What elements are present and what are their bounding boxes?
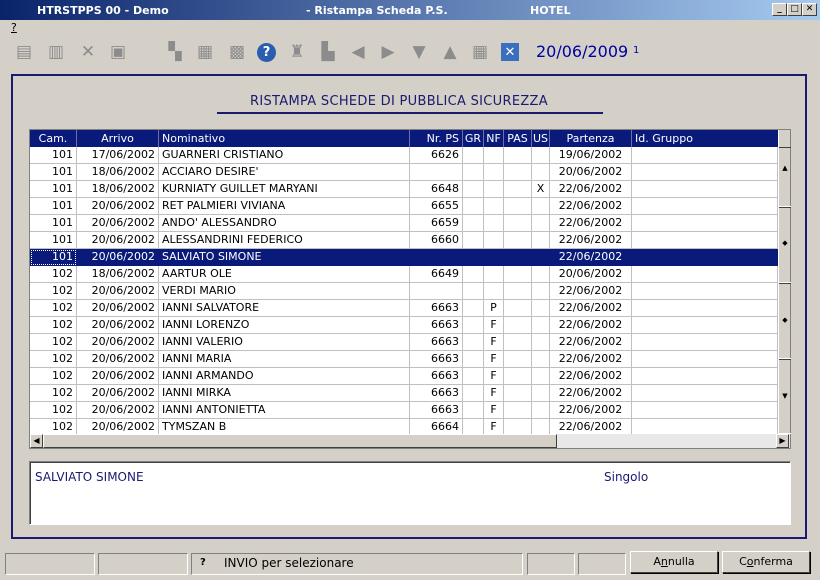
cell-pas <box>504 283 532 300</box>
cell-idgruppo <box>632 283 778 300</box>
cell-arrivo: 20/06/2002 <box>77 317 159 334</box>
cell-us <box>532 334 550 351</box>
cancel-box-icon[interactable]: ✕ <box>501 43 519 61</box>
cell-partenza: 22/06/2002 <box>550 334 632 351</box>
cell-nrps <box>410 283 463 300</box>
cell-nrps: 6663 <box>410 351 463 368</box>
status-panel-1 <box>5 553 95 575</box>
table-row[interactable] <box>30 368 778 385</box>
cell-arrivo: 18/06/2002 <box>77 181 159 198</box>
status-panel-2 <box>98 553 188 575</box>
cell-nrps: 6655 <box>410 198 463 215</box>
cell-nominativo: AARTUR OLE <box>159 266 410 283</box>
cell-nrps: 6660 <box>410 232 463 249</box>
col-header-nf[interactable]: NF <box>484 130 504 147</box>
table-row[interactable] <box>30 215 778 232</box>
cell-nrps: 6663 <box>410 385 463 402</box>
toolbar <box>0 37 820 67</box>
cell-cam: 102 <box>30 300 77 317</box>
cell-pas <box>504 317 532 334</box>
cell-nf <box>484 181 504 198</box>
cell-idgruppo <box>632 249 778 266</box>
cell-us <box>532 283 550 300</box>
status-hint: INVIO per selezionare <box>224 556 354 570</box>
cell-partenza: 22/06/2002 <box>550 215 632 232</box>
cell-nrps: 6649 <box>410 266 463 283</box>
cell-idgruppo <box>632 164 778 181</box>
search-binoculars-icon[interactable]: ♜ <box>289 41 305 62</box>
cell-cam: 101 <box>30 181 77 198</box>
cell-nf <box>484 164 504 181</box>
cell-cam: 101 <box>30 198 77 215</box>
forward-arrow-icon[interactable]: ▶ <box>381 41 395 62</box>
cell-idgruppo <box>632 232 778 249</box>
cell-nrps: 6663 <box>410 317 463 334</box>
status-panel-5 <box>578 553 626 575</box>
col-header-partenza[interactable]: Partenza <box>550 130 632 147</box>
cell-partenza: 22/06/2002 <box>550 249 632 266</box>
window-title-form: - Ristampa Scheda P.S. <box>306 4 448 17</box>
table-row[interactable] <box>30 232 778 249</box>
cell-nf <box>484 249 504 266</box>
cell-nf: F <box>484 334 504 351</box>
cell-arrivo: 20/06/2002 <box>77 419 159 436</box>
cell-gr <box>463 232 484 249</box>
cell-gr <box>463 334 484 351</box>
cell-cam: 102 <box>30 419 77 436</box>
scroll-down-icon[interactable]: ▼ <box>782 392 788 400</box>
cell-partenza: 22/06/2002 <box>550 232 632 249</box>
cell-partenza: 22/06/2002 <box>550 385 632 402</box>
cell-nominativo: ACCIARO DESIRE' <box>159 164 410 181</box>
annulla-label-n: n <box>660 555 668 568</box>
cell-idgruppo <box>632 385 778 402</box>
cell-partenza: 22/06/2002 <box>550 351 632 368</box>
cell-cam: 102 <box>30 368 77 385</box>
cell-gr <box>463 283 484 300</box>
cell-nominativo: IANNI MIRKA <box>159 385 410 402</box>
cell-cam: 102 <box>30 385 77 402</box>
cell-nf: F <box>484 402 504 419</box>
cell-arrivo: 20/06/2002 <box>77 249 159 266</box>
cell-pas <box>504 147 532 164</box>
col-header-us[interactable]: US <box>532 132 549 145</box>
cell-cam: 102 <box>30 266 77 283</box>
cell-pas <box>504 164 532 181</box>
cell-nf: F <box>484 368 504 385</box>
cell-pas <box>504 368 532 385</box>
detail-name: SALVIATO SIMONE <box>35 470 144 484</box>
cell-nf: F <box>484 385 504 402</box>
cell-arrivo: 20/06/2002 <box>77 215 159 232</box>
cell-us <box>532 368 550 385</box>
cell-gr <box>463 368 484 385</box>
cell-nf <box>484 147 504 164</box>
down-arrow-icon[interactable]: ▼ <box>412 41 426 62</box>
scroll-page-up-icon[interactable]: ◆ <box>782 239 788 247</box>
conferma-label-c: C <box>739 555 747 568</box>
cell-partenza: 22/06/2002 <box>550 402 632 419</box>
table-row[interactable] <box>30 147 778 164</box>
cell-nrps: 6663 <box>410 402 463 419</box>
cell-partenza: 22/06/2002 <box>550 181 632 198</box>
cell-cam: 102 <box>30 283 77 300</box>
cell-arrivo: 20/06/2002 <box>77 300 159 317</box>
cell-partenza: 22/06/2002 <box>550 198 632 215</box>
link-icon[interactable]: ▚ <box>168 41 182 62</box>
cell-partenza: 22/06/2002 <box>550 300 632 317</box>
cell-nrps: 6659 <box>410 215 463 232</box>
cell-gr <box>463 300 484 317</box>
cell-nrps: 6663 <box>410 368 463 385</box>
cell-cam: 102 <box>30 351 77 368</box>
scroll-right-icon[interactable]: ▶ <box>776 434 789 448</box>
scroll-page-down-icon[interactable]: ◆ <box>782 316 788 324</box>
table-row[interactable] <box>30 181 778 198</box>
cell-idgruppo <box>632 147 778 164</box>
cell-pas <box>504 351 532 368</box>
table-row[interactable] <box>30 164 778 181</box>
cell-arrivo: 20/06/2002 <box>77 385 159 402</box>
cell-cam: 101 <box>30 232 77 249</box>
cell-pas <box>504 385 532 402</box>
cell-us <box>532 232 550 249</box>
cell-us <box>532 317 550 334</box>
cell-nominativo: IANNI SALVATORE <box>159 300 410 317</box>
doc-icon[interactable]: ▦ <box>196 41 214 62</box>
cell-pas <box>504 249 532 266</box>
cell-nrps: 6663 <box>410 300 463 317</box>
cell-nominativo: IANNI VALERIO <box>159 334 410 351</box>
cell-gr <box>463 181 484 198</box>
cell-nominativo: KURNIATY GUILLET MARYANI <box>159 181 410 198</box>
up-arrow-icon[interactable]: ▲ <box>443 41 457 62</box>
title-bar <box>0 0 820 20</box>
cell-cam: 102 <box>30 402 77 419</box>
window-title-app: HTRSTPPS 00 - Demo <box>37 4 169 17</box>
cell-nominativo: IANNI ANTONIETTA <box>159 402 410 419</box>
calculator-icon[interactable]: ▦ <box>471 41 489 62</box>
cell-nominativo: IANNI LORENZO <box>159 317 410 334</box>
table-row[interactable] <box>30 266 778 283</box>
conferma-label-o: o <box>746 555 754 568</box>
close-button[interactable]: ✕ <box>802 3 817 16</box>
table-row[interactable] <box>30 351 778 368</box>
cell-us <box>532 351 550 368</box>
cell-cam: 102 <box>30 317 77 334</box>
menu-help[interactable]: ? <box>11 21 17 34</box>
cell-nrps: 6663 <box>410 334 463 351</box>
cell-us <box>532 266 550 283</box>
cell-nominativo: RET PALMIERI VIVIANA <box>159 198 410 215</box>
cell-arrivo: 18/06/2002 <box>77 266 159 283</box>
guest-grid <box>29 129 791 449</box>
cell-arrivo: 18/06/2002 <box>77 164 159 181</box>
cell-idgruppo <box>632 351 778 368</box>
cell-nf: F <box>484 351 504 368</box>
cell-pas <box>504 232 532 249</box>
delete-icon[interactable]: ✕ <box>80 41 96 62</box>
cell-idgruppo <box>632 317 778 334</box>
cell-nrps <box>410 249 463 266</box>
cell-nrps <box>410 164 463 181</box>
status-help-icon: ? <box>200 557 206 568</box>
cell-us <box>532 164 550 181</box>
maximize-button[interactable]: □ <box>787 3 802 16</box>
title-underline <box>217 112 603 114</box>
cell-gr <box>463 317 484 334</box>
col-header-nominativo[interactable]: Nominativo <box>159 130 410 147</box>
cell-idgruppo <box>632 334 778 351</box>
table-row[interactable] <box>30 198 778 215</box>
cell-gr <box>463 385 484 402</box>
table-row[interactable] <box>30 300 778 317</box>
conferma-label-rest: nferma <box>753 555 793 568</box>
cell-us: X <box>532 181 550 198</box>
cell-partenza: 20/06/2002 <box>550 266 632 283</box>
cell-partenza: 22/06/2002 <box>550 283 632 300</box>
cell-idgruppo <box>632 300 778 317</box>
cell-arrivo: 20/06/2002 <box>77 232 159 249</box>
col-header-pas[interactable]: PAS <box>504 130 532 147</box>
cell-arrivo: 20/06/2002 <box>77 334 159 351</box>
cell-gr <box>463 164 484 181</box>
cell-arrivo: 20/06/2002 <box>77 283 159 300</box>
cell-gr <box>463 215 484 232</box>
cell-nominativo: VERDI MARIO <box>159 283 410 300</box>
detail-panel <box>29 461 791 525</box>
col-header-gr[interactable]: GR <box>463 130 484 147</box>
status-panel-4 <box>527 553 575 575</box>
cell-pas <box>504 402 532 419</box>
help-icon[interactable]: ? <box>257 43 276 62</box>
cell-us <box>532 147 550 164</box>
table-row[interactable] <box>30 317 778 334</box>
cell-nrps: 6664 <box>410 419 463 436</box>
cell-partenza: 22/06/2002 <box>550 419 632 436</box>
cell-gr <box>463 147 484 164</box>
cell-nf <box>484 232 504 249</box>
cell-cam: 101 <box>30 164 77 181</box>
cell-nf: P <box>484 300 504 317</box>
cell-idgruppo <box>632 402 778 419</box>
cell-nominativo: GUARNERI CRISTIANO <box>159 147 410 164</box>
cell-us <box>532 215 550 232</box>
window-title-module: HOTEL <box>530 4 571 17</box>
conferma-button[interactable] <box>722 551 810 573</box>
new-record-icon[interactable]: ▤ <box>15 41 33 62</box>
cell-nominativo: TYMSZAN B <box>159 419 410 436</box>
filter-icon[interactable]: ▙ <box>321 41 335 62</box>
cell-nrps: 6626 <box>410 147 463 164</box>
annulla-button[interactable] <box>630 551 718 573</box>
detail-type: Singolo <box>604 470 649 484</box>
cell-cam: 101 <box>30 249 77 266</box>
current-date: 20/06/2009 <box>536 42 629 61</box>
cell-nominativo: ALESSANDRINI FEDERICO <box>159 232 410 249</box>
cell-nf: F <box>484 317 504 334</box>
cell-gr <box>463 402 484 419</box>
cell-idgruppo <box>632 181 778 198</box>
cell-pas <box>504 334 532 351</box>
cell-pas <box>504 266 532 283</box>
cell-nf <box>484 215 504 232</box>
back-arrow-icon[interactable]: ◀ <box>351 41 365 62</box>
print-icon[interactable]: ▣ <box>109 41 127 62</box>
cell-pas <box>504 181 532 198</box>
cell-nf <box>484 198 504 215</box>
cell-us <box>532 249 550 266</box>
cell-gr <box>463 266 484 283</box>
vertical-scrollbar[interactable] <box>778 130 790 434</box>
cell-nominativo: ANDO' ALESSANDRO <box>159 215 410 232</box>
cell-cam: 101 <box>30 215 77 232</box>
cell-cam: 102 <box>30 334 77 351</box>
copy-record-icon[interactable]: ▥ <box>47 41 65 62</box>
cell-idgruppo <box>632 198 778 215</box>
cell-arrivo: 20/06/2002 <box>77 402 159 419</box>
cell-nrps: 6648 <box>410 181 463 198</box>
cell-partenza: 22/06/2002 <box>550 368 632 385</box>
col-header-arrivo[interactable]: Arrivo <box>77 130 159 147</box>
cell-nf: F <box>484 419 504 436</box>
scroll-up-icon[interactable]: ▲ <box>782 164 788 172</box>
table-row[interactable] <box>30 334 778 351</box>
cell-us <box>532 300 550 317</box>
horizontal-scroll-thumb[interactable] <box>43 434 557 448</box>
table-row[interactable] <box>30 249 778 266</box>
cell-us <box>532 402 550 419</box>
cell-arrivo: 20/06/2002 <box>77 351 159 368</box>
cell-partenza: 20/06/2002 <box>550 164 632 181</box>
annulla-label-a: A <box>653 555 661 568</box>
cell-nominativo: IANNI MARIA <box>159 351 410 368</box>
cell-idgruppo <box>632 266 778 283</box>
cell-pas <box>504 198 532 215</box>
cell-cam: 101 <box>30 147 77 164</box>
cell-arrivo: 20/06/2002 <box>77 198 159 215</box>
table-row[interactable] <box>30 402 778 419</box>
col-header-idgruppo[interactable]: Id. Gruppo <box>635 132 693 145</box>
annulla-label-rest: nulla <box>667 555 695 568</box>
cell-nf <box>484 266 504 283</box>
col-header-cam[interactable]: Cam. <box>30 130 77 147</box>
scroll-left-icon[interactable]: ◀ <box>30 434 43 448</box>
col-header-nrps[interactable]: Nr. PS <box>410 130 463 147</box>
page-number: 1 <box>633 45 640 56</box>
cell-arrivo: 17/06/2002 <box>77 147 159 164</box>
grid-header <box>30 130 778 147</box>
table-row[interactable] <box>30 283 778 300</box>
cell-us <box>532 385 550 402</box>
form-title: RISTAMPA SCHEDE DI PUBBLICA SICUREZZA <box>250 94 548 109</box>
cell-idgruppo <box>632 215 778 232</box>
minimize-button[interactable]: _ <box>772 3 787 16</box>
cell-nominativo: SALVIATO SIMONE <box>159 249 410 266</box>
cell-us <box>532 198 550 215</box>
cell-idgruppo <box>632 368 778 385</box>
cell-arrivo: 20/06/2002 <box>77 368 159 385</box>
cell-partenza: 19/06/2002 <box>550 147 632 164</box>
cell-partenza: 22/06/2002 <box>550 317 632 334</box>
cell-gr <box>463 198 484 215</box>
cell-gr <box>463 351 484 368</box>
cell-gr <box>463 249 484 266</box>
import-icon[interactable]: ▩ <box>228 41 246 62</box>
horizontal-scrollbar[interactable] <box>30 434 790 448</box>
table-row[interactable] <box>30 385 778 402</box>
cell-nominativo: IANNI ARMANDO <box>159 368 410 385</box>
menu-bar <box>0 20 820 37</box>
cell-nf <box>484 283 504 300</box>
cell-pas <box>504 300 532 317</box>
cell-pas <box>504 215 532 232</box>
